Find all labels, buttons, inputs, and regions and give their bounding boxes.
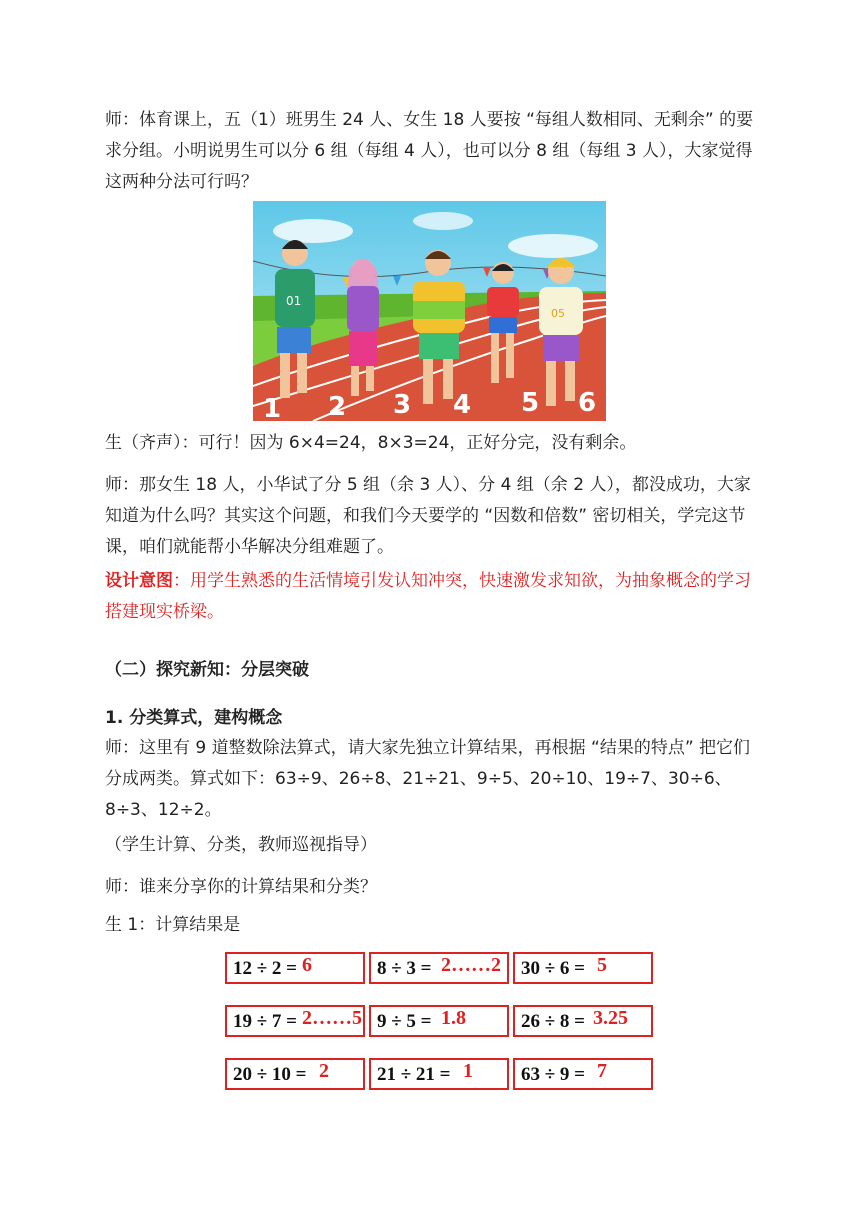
division-task-paragraph: 师：这里有 9 道整数除法算式，请大家先独立计算结果，再根据 “结果的特点” 把它们分成两类。算式如下：63÷9、26÷8、21÷21、9÷5、20÷10、19÷7、30÷6、8÷3、12÷2。 (105, 738, 751, 820)
handwritten-answer: 2 (319, 1060, 329, 1082)
division-expression: 8 ÷ 3 = (377, 958, 432, 979)
answer-box (225, 1005, 365, 1037)
handwritten-answer: 3.25 (593, 1007, 628, 1029)
design-intent-text: ：用学生熟悉的生活情境引发认知冲突，快速激发求知欲，为抽象概念的学习搭建现实桥梁。 (105, 571, 751, 622)
division-expression: 30 ÷ 6 = (521, 958, 586, 979)
handwritten-answer: 1 (463, 1060, 473, 1082)
running-students-illustration (253, 201, 606, 421)
lane-number: 3 (393, 390, 412, 420)
answer-box (513, 952, 653, 984)
division-expression: 20 ÷ 10 = (233, 1064, 307, 1085)
handwritten-answer: 2……5 (302, 1007, 362, 1029)
lane-number: 6 (578, 388, 597, 418)
students-reply-paragraph: 生（齐声）：可行！因为 6×4=24，8×3=24，正好分完，没有剩余。 (105, 433, 637, 453)
section-heading: （二）探究新知：分层突破 (105, 660, 309, 680)
division-expression: 12 ÷ 2 = (233, 958, 298, 979)
answer-box (369, 1005, 509, 1037)
answer-box (225, 952, 365, 984)
subsection-heading: 1. 分类算式，建构概念 (105, 708, 283, 728)
handwritten-answer: 5 (597, 954, 607, 976)
division-expression: 9 ÷ 5 = (377, 1011, 432, 1032)
answer-box (369, 952, 509, 984)
answer-box (513, 1005, 653, 1037)
teacher-intro-paragraph: 师：体育课上，五（1）班男生 24 人、女生 18 人要按 “每组人数相同、无剩余” 的要求分组。小明说男生可以分 6 组（每组 4 人），也可以分 8 组（每组 3 人），大家觉得这两种分法可行吗？ (105, 110, 754, 192)
illustration-svg (253, 201, 606, 421)
division-expression: 26 ÷ 8 = (521, 1011, 586, 1032)
student-answer-intro: 生 1：计算结果是 (105, 915, 241, 935)
division-expression: 63 ÷ 9 = (521, 1064, 586, 1085)
handwritten-answer: 7 (597, 1060, 607, 1082)
teacher-question-paragraph: 师：那女生 18 人，小华试了分 5 组（余 3 人）、分 4 组（余 2 人），都没成功，大家知道为什么吗？其实这个问题，和我们今天要学的 “因数和倍数” 密切相关，学完这节课，咱们就能帮小华解决分组难题了。 (105, 475, 751, 557)
design-intent-label: 设计意图 (105, 571, 173, 591)
lane-number: 2 (328, 392, 347, 421)
answer-box (225, 1058, 365, 1090)
handwritten-answer: 6 (302, 954, 312, 976)
classroom-note: （学生计算、分类，教师巡视指导） (105, 835, 377, 855)
design-intent-paragraph (105, 566, 760, 628)
lane-number: 4 (453, 390, 472, 420)
lane-number: 1 (263, 394, 282, 421)
division-expression: 21 ÷ 21 = (377, 1064, 451, 1085)
handwritten-answer: 2……2 (441, 954, 501, 976)
handwritten-answer: 1.8 (441, 1007, 466, 1029)
teacher-prompt-paragraph: 师：谁来分享你的计算结果和分类？ (105, 877, 377, 897)
answer-box (369, 1058, 509, 1090)
division-expression: 19 ÷ 7 = (233, 1011, 298, 1032)
runner-number-05: 05 (551, 307, 565, 320)
lane-number: 5 (521, 388, 540, 418)
answer-box (513, 1058, 653, 1090)
runner-number-01: 01 (286, 294, 302, 308)
